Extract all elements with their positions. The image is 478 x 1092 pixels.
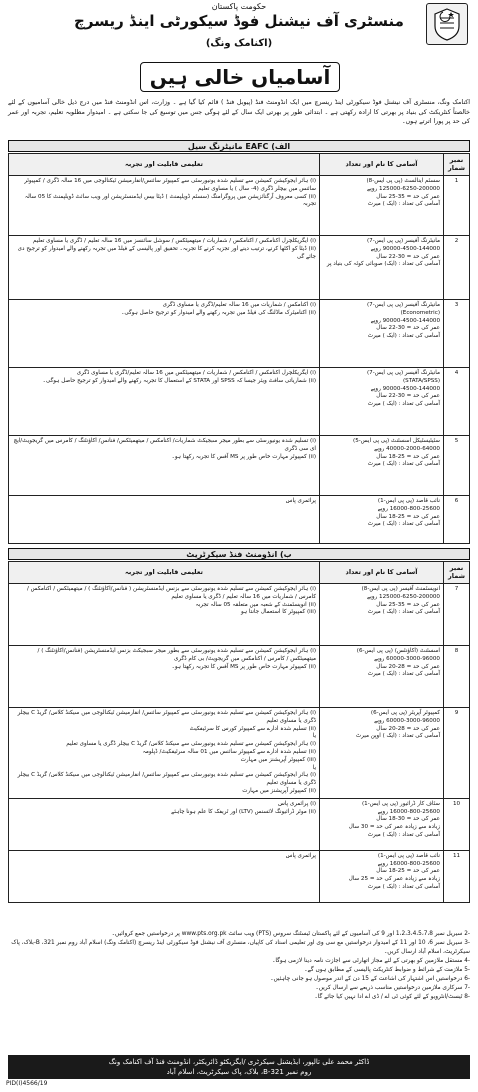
serial-cell: 6 bbox=[444, 496, 470, 544]
col-serial: نمبر شمار bbox=[444, 562, 470, 584]
section-a-title: الف) EAFC مانیٹرنگ سیل bbox=[8, 140, 470, 152]
qualification-cell: (i) ایگریکلچرل اکنامکس / اکنامکس / شماریات / میتھمیٹکس / سوشل سائنسز میں 16 سالہ تعلیم / ڈگری یا مساوی تعلیم (ii) ڈیٹا کو اکٹھا کرنے، ترتیب دینے اور تجزیہ کرنے کا تجربہ۔ تحقیق اور پالیسی کے فیلڈ میں تجربہ رکھنے والے امیدوار کو ترجیح دی جائے گی bbox=[9, 236, 320, 300]
post-cell: مانیٹرنگ آفیسر (پی پی ایس-7) 90000-4500-144000 روپے عمر کی حد = 30-22 سال آسامی کی تعداد : (ایک) صوبائی کوٹہ کی بنیاد پر bbox=[320, 236, 444, 300]
footer-notes bbox=[8, 930, 470, 1050]
serial-cell: 1 bbox=[444, 176, 470, 236]
footer-note: -2 سیریل نمبر 1،2،3،4،5،7،8 اور 9 کی آسامیوں کے لئے پاکستان ٹیسٹنگ سروس (PTS) ویب سائٹ www.pts.org.pk پر درخواستیں جمع کروائیں۔ bbox=[111, 931, 470, 937]
table-row bbox=[9, 646, 470, 708]
qualification-cell: (i) ہائر ایجوکیشن کمیشن سے تسلیم شدہ یونیورسٹی سے کمپیوٹر سائنس/ انفارمیشن ٹیکنالوجی میں سیکنڈ کلاس/ گریڈ C بیچلر ڈگری یا مساوی تعلیم (ii) تسلیم شدہ ادارے سے کمپیوٹر کورس کا سرٹیفکیٹ یا (i) ہائر ایجوکیشن کمیشن سے تسلیم شدہ یونیورسٹی سے سیکنڈ کلاس/ گریڈ C بیچلر ڈگری یا مساوی تعلیم (ii) تسلیم شدہ ادارے سے کمپیوٹر سائنس میں 01 سالہ سرٹیفکیٹ/ ڈپلومہ (iii) کمپیوٹر آپریشنز میں مہارت یا (i) ہائر ایجوکیشن کمیشن سے تسلیم شدہ یونیورسٹی سے کمپیوٹر سائنس/ انفارمیشن ٹیکنالوجی میں سیکنڈ کلاس/ گریڈ C بیچلر ڈگری یا مساوی تعلیم (ii) کمپیوٹر آپریشنز میں مہارت bbox=[9, 708, 320, 799]
qualification-cell: (i) ہائر ایجوکیشن کمیشن سے تسلیم شدہ یونیورسٹی سے کمپیوٹر سائنس/انفارمیشن ٹیکنالوجی میں 16 سالہ ڈگری / کمپیوٹر سائنس میں بیچلر ڈگری (4- سال ) یا مساوی تعلیم (ii) کسی معروف آرگنائزیشن میں پروگرامنگ (سسٹم ڈویلپمنٹ ) ڈیٹا بیس ایڈمنسٹریشن اور ویب سائٹ ڈویلپمنٹ کا 05 سالہ تجربہ bbox=[9, 176, 320, 236]
wing-title: (اکنامک ونگ) bbox=[205, 38, 273, 49]
government-label: حکومت پاکستان bbox=[211, 2, 267, 11]
footer-note: -6 درخواستیں اس اشتہار کی اشاعت کے 15 دن کے اندر موصول ہو جانی چاہئیں۔ bbox=[270, 976, 470, 982]
post-cell: نائب قاصد (پی پی ایس-1) 16000-800-25600 روپے عمر کی حد = 25-18 سال آسامی کی تعداد : (ایک ) میرٹ bbox=[320, 496, 444, 544]
qualification-cell: (i) ہائر ایجوکیشن کمیشن سے تسلیم شدہ یونیورسٹی سے بزنس ایڈمنسٹریشن ( فنانس/اکاؤنٹنگ ) / میتھمیٹکس / اکنامکس / کامرس / شماریات میں 16 سالہ تعلیم / ڈگری یا مساوی تعلیم (ii) انویسٹمنٹ کے شعبہ میں متعلقہ 05 سالہ تجربہ (iii) کمپیوٹر کا استعمال جانتا ہو bbox=[9, 584, 320, 646]
table-row bbox=[9, 496, 470, 544]
pid-number: PID(I)4566/19 bbox=[6, 1080, 48, 1087]
post-cell: مانیٹرنگ آفیسر (پی پی ایس-7) (Econometric) 90000-4500-144000 روپے عمر کی حد = 30-22 سال آسامی کی تعداد : (ایک ) میرٹ bbox=[320, 300, 444, 368]
post-cell: اسسٹنٹ (اکاؤنٹس) (پی پی ایس-6) 60000-3000-96000 روپے عمر کی حد = 28-20 سال آسامی کی تعداد : (ایک ) میرٹ bbox=[320, 646, 444, 708]
table-row bbox=[9, 584, 470, 646]
serial-cell: 9 bbox=[444, 708, 470, 799]
qualification-cell: (i) پرائمری پاس (ii) موٹر ڈرائیونگ لائسنس (LTV) اور ٹریفک کا علم ہونا چاہئے bbox=[9, 798, 320, 850]
table-row bbox=[9, 236, 470, 300]
table-row bbox=[9, 850, 470, 902]
signatory-name: ڈاکٹر محمد علی تالپور، ایڈیشنل سیکرٹری /ایگزیکٹو ڈائریکٹر، انڈومنٹ فنڈ آف اکنامک ونگ bbox=[108, 1058, 370, 1066]
footer-note: -8 ٹیسٹ/انٹرویو کے لئے کوئی ٹی اے / ڈی اے ادا نہیں کیا جائے گا۔ bbox=[314, 994, 470, 1000]
table-row bbox=[9, 300, 470, 368]
col-qualification: تعلیمی قابلیت اور تجربہ bbox=[9, 562, 320, 584]
serial-cell: 2 bbox=[444, 236, 470, 300]
table-header-row bbox=[9, 154, 470, 176]
qualification-cell: پرائمری پاس bbox=[9, 496, 320, 544]
table-row bbox=[9, 708, 470, 799]
post-cell: کمپیوٹر آپریٹر (پی پی ایس-6) 60000-3000-96000 روپے عمر کی حد = 28-20 سال آسامی کی تعداد : (ایک ) اوپن میرٹ bbox=[320, 708, 444, 799]
qualification-cell: (i) اکنامکس / شماریات میں 16 سالہ تعلیم/ڈگری یا مساوی ڈگری (ii) اکنامیٹرک ماڈلنگ کی فیلڈ میں تجربہ رکھنے والے امیدوار کو ترجیح حاصل ہوگی۔ bbox=[9, 300, 320, 368]
post-cell: مانیٹرنگ آفیسر (پی پی ایس-7) (STATA/SPSS) 90000-4500-144000 روپے عمر کی حد = 30-22 سال آسامی کی تعداد : (ایک ) میرٹ bbox=[320, 368, 444, 436]
footer-note: -5 ملازمت کے شرائط و ضوابط کنٹریکٹ پالیسی کے مطابق ہوں گے۔ bbox=[304, 967, 470, 973]
serial-cell: 4 bbox=[444, 368, 470, 436]
col-post: آسامی کا نام اور تعداد bbox=[320, 562, 444, 584]
post-cell: نائب قاصد (پی پی ایس-1) 16000-800-25600 روپے عمر کی حد = 25-18 سال زیادہ سے زیادہ عمر کی حد = 25 سال آسامی کی تعداد : (ایک ) میرٹ bbox=[320, 850, 444, 902]
col-serial: نمبر شمار bbox=[444, 154, 470, 176]
serial-cell: 7 bbox=[444, 584, 470, 646]
table-row bbox=[9, 368, 470, 436]
serial-cell: 5 bbox=[444, 436, 470, 496]
table-row bbox=[9, 798, 470, 850]
signatory-address: روم نمبر 321-B، بلاک، پاک سیکرٹریٹ، اسلام آباد bbox=[166, 1068, 312, 1076]
table-row bbox=[9, 436, 470, 496]
table-row bbox=[9, 176, 470, 236]
footer-note: -7 سرکاری ملازمین درخواستیں مناسب ذریعے سے ارسال کریں۔ bbox=[315, 985, 470, 991]
qualification-cell: (i) ہائر ایجوکیشن کمیشن سے تسلیم شدہ یونیورسٹی سے بطور میجر سبجیکٹ بزنس ایڈمنسٹریشن (فنانس/اکاؤنٹنگ ) / میتھمیٹکس / کامرس / اکنامکس میں گریجویٹ/ بی کام ڈگری (ii) کمپیوٹر مہارت خاص طور پر MS آفس کا تجربہ رکھتا ہو۔ bbox=[9, 646, 320, 708]
ministry-title: منسٹری آف نیشنل فوڈ سیکورٹی اینڈ ریسرچ bbox=[74, 12, 404, 30]
qualification-cell: (i) تسلیم شدہ یونیورسٹی سے بطور میجر سبجیکٹ شماریات/ اکنامکس / میتھمیٹکس/ فنانس/ اکاؤنٹنگ / کامرس میں گریجویٹ/ایچ ای سی ڈگری (ii) کمپیوٹر مہارت خاص طور پر MS آفس کا تجربہ رکھتا ہو۔ bbox=[9, 436, 320, 496]
table-header-row bbox=[9, 562, 470, 584]
footer-note: -4 مستقل ملازمین کو بھرتی کے لئے مجاز اتھارٹی سے اجازت نامہ دینا لازمی ہوگا۔ bbox=[271, 958, 470, 964]
section-b-table bbox=[8, 561, 470, 903]
post-cell: سٹاف کار ڈرائیور (پی پی ایس-1) 16000-800-25600 روپے عمر کی حد = 30-18 سال زیادہ سے زیادہ عمر کی حد = 30 سال آسامی کی تعداد : (ایک ) میرٹ bbox=[320, 798, 444, 850]
footer-note: -3 سیریل نمبر 6، 10 اور 11 کے امیدوار درخواستیں مع سی وی اور تعلیمی اسناد کی کاپیاں، منسٹری آف نیشنل فوڈ سیکورٹی اینڈ ریسرچ (اکنامک ونگ) اسلام آباد روم نمبر 321، B-بلاک، پاک سیکرٹریٹ، اسلام آباد ارسال کریں۔ bbox=[11, 940, 470, 955]
col-qualification: تعلیمی قابلیت اور تجربہ bbox=[9, 154, 320, 176]
post-cell: سسٹم اینالسٹ (پی پی ایس-8) 125000-6250-200000 روپے عمر کی حد = 35-25 سال آسامی کی تعداد : (ایک ) میرٹ bbox=[320, 176, 444, 236]
serial-cell: 11 bbox=[444, 850, 470, 902]
serial-cell: 3 bbox=[444, 300, 470, 368]
qualification-cell: (i) ایگریکلچرل اکنامکس / اکنامکس / شماریات / میتھمیٹکس میں 16 سالہ تعلیم/ڈگری یا مساوی ڈگری (ii) شماریاتی سافٹ ویئر جیسا کہ SPSS اور STATA کے استعمال کا تجربہ رکھنے والے امیدوار کو ترجیح حاصل ہوگی۔ bbox=[9, 368, 320, 436]
serial-cell: 8 bbox=[444, 646, 470, 708]
vacancies-banner: آسامیاں خالی ہیں bbox=[140, 62, 340, 92]
signature-block bbox=[8, 1055, 470, 1079]
post-cell: انویسٹمنٹ آفیسر (پی پی ایس-8) 125000-6250-200000 روپے عمر کی حد = 35-25 سال آسامی کی تعداد : (ایک ) میرٹ bbox=[320, 584, 444, 646]
col-post: آسامی کا نام اور تعداد bbox=[320, 154, 444, 176]
serial-cell: 10 bbox=[444, 798, 470, 850]
qualification-cell: پرائمری پاس bbox=[9, 850, 320, 902]
header bbox=[0, 0, 478, 98]
intro-paragraph: اکنامک ونگ، منسٹری آف نیشنل فوڈ سیکورٹی اینڈ ریسرچ میں ایک انڈومنٹ فنڈ (پیوبل فنڈ ) قائم کیا گیا ہے ۔ وزارت، اس انڈومنٹ فنڈ میں درج ذیل خالی آسامیوں کے لئے خالصتاً کنٹریکٹ کی بنیاد پر بھرتی کا ارادہ رکھتی ہے ۔ ابتدائی طور پر بھرتی ایک سال کے لئے ہوگی جس میں توسیع کی جا سکتی ہے ۔ امیدوار مطلوبہ تعلیم، تجربہ اور عمر کی حد پر پورا اترتے ہوں۔ bbox=[8, 99, 470, 125]
post-cell: سٹیٹیسٹیکل اسسٹنٹ (پی پی ایس-5) 40000-2000-64000 روپے عمر کی حد = 25-18 سال آسامی کی تعداد : (ایک ) میرٹ bbox=[320, 436, 444, 496]
section-b-title: ب) انڈومنٹ فنڈ سیکرٹریٹ bbox=[8, 548, 470, 560]
section-a-table bbox=[8, 153, 470, 544]
